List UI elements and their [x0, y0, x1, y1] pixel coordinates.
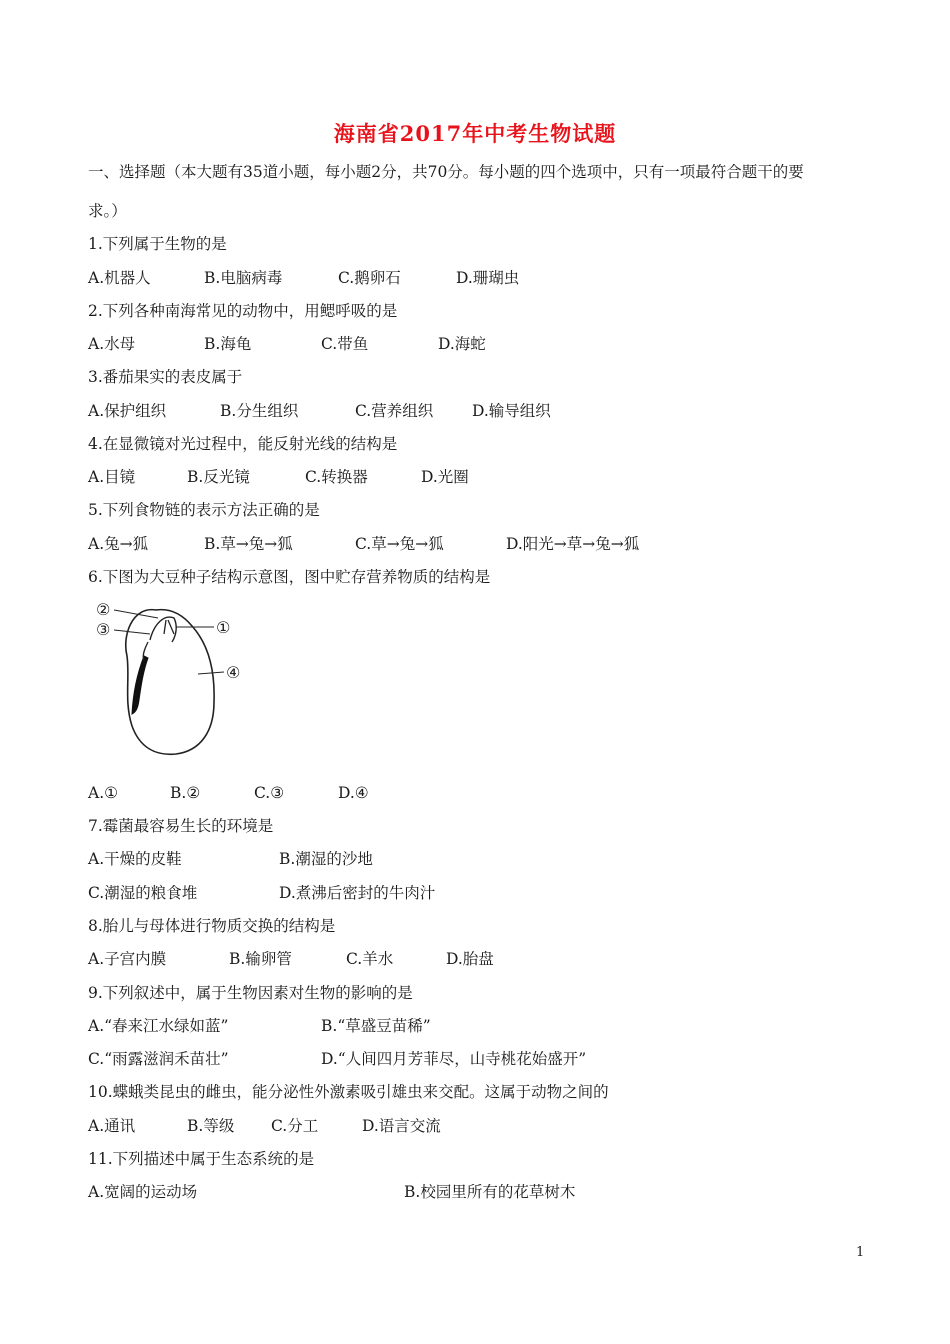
option-c: C.草→兔→狐	[355, 535, 444, 553]
figure-label-4: ④	[226, 663, 241, 682]
option-b: B.输卵管	[229, 950, 292, 968]
option-a: A.兔→狐	[88, 535, 149, 553]
option-c: C.③	[254, 784, 285, 802]
option-c: C.鹅卵石	[338, 269, 401, 287]
option-c: C.羊水	[346, 950, 394, 968]
option-a: A.水母	[88, 335, 136, 353]
option-c: C.潮湿的粮食堆	[88, 884, 198, 902]
option-c: C.转换器	[305, 468, 368, 486]
question-stem: 7.霉菌最容易生长的环境是	[88, 817, 274, 835]
option-b: B.②	[170, 784, 201, 802]
figure-label-3: ③	[96, 620, 111, 639]
option-a: A.机器人	[88, 269, 151, 287]
option-b: B.分生组织	[220, 402, 299, 420]
option-b: B.“草盛豆苗稀”	[321, 1017, 431, 1035]
question-stem: 1.下列属于生物的是	[88, 235, 227, 253]
question-stem: 5.下列食物链的表示方法正确的是	[88, 501, 320, 519]
option-b: B.反光镜	[187, 468, 250, 486]
question-stem: 4.在显微镜对光过程中，能反射光线的结构是	[88, 435, 398, 453]
option-d: D.④	[338, 784, 369, 802]
question-stem: 11.下列描述中属于生态系统的是	[88, 1150, 315, 1168]
section-intro: 一、选择题（本大题有35道小题，每小题2分，共70分。每小题的四个选项中，只有一项最符合题干的要	[88, 163, 804, 181]
option-d: D.胎盘	[446, 950, 494, 968]
option-d: D.阳光→草→兔→狐	[506, 535, 640, 553]
option-c: C.“雨露滋润禾苗壮”	[88, 1050, 229, 1068]
page-number: 1	[856, 1245, 865, 1260]
option-a: A.干燥的皮鞋	[88, 850, 182, 868]
section-intro-cont: 求。）	[88, 202, 127, 220]
question-stem: 6.下图为大豆种子结构示意图，图中贮存营养物质的结构是	[88, 568, 491, 586]
page-title: 海南省2017年中考生物试题	[333, 121, 617, 146]
option-c: C.带鱼	[321, 335, 369, 353]
option-b: B.草→兔→狐	[204, 535, 293, 553]
option-b: B.等级	[187, 1117, 235, 1135]
option-b: B.校园里所有的花草树木	[404, 1183, 576, 1201]
option-a: A.子宫内膜	[88, 950, 167, 968]
option-b: B.电脑病毒	[204, 269, 283, 287]
option-a: A.保护组织	[88, 402, 167, 420]
option-b: B.海龟	[204, 335, 252, 353]
option-a: A.①	[88, 784, 119, 802]
figure-label-1: ①	[216, 618, 231, 637]
option-a: A.通讯	[88, 1117, 136, 1135]
figure-label-2: ②	[96, 600, 111, 619]
question-stem: 10.蝶蛾类昆虫的雌虫，能分泌性外激素吸引雄虫来交配。这属于动物之间的	[88, 1083, 609, 1101]
question-stem: 3.番茄果实的表皮属于	[88, 368, 243, 386]
question-stem: 9.下列叙述中，属于生物因素对生物的影响的是	[88, 984, 413, 1002]
question-stem: 2.下列各种南海常见的动物中，用鳃呼吸的是	[88, 302, 398, 320]
option-d: D.语言交流	[362, 1117, 441, 1135]
option-a: A.宽阔的运动场	[88, 1183, 198, 1201]
option-d: D.“人间四月芳菲尽，山寺桃花始盛开”	[321, 1050, 587, 1068]
option-d: D.光圈	[421, 468, 469, 486]
option-b: B.潮湿的沙地	[279, 850, 373, 868]
option-a: A.目镜	[88, 468, 136, 486]
option-c: C.营养组织	[355, 402, 434, 420]
option-d: D.珊瑚虫	[456, 269, 520, 287]
option-d: D.海蛇	[438, 335, 486, 353]
option-c: C.分工	[271, 1117, 319, 1135]
option-d: D.煮沸后密封的牛肉汁	[279, 884, 436, 902]
option-a: A.“春来江水绿如蓝”	[88, 1017, 229, 1035]
question-stem: 8.胎儿与母体进行物质交换的结构是	[88, 917, 336, 935]
soybean-seed-diagram	[92, 596, 252, 762]
option-d: D.输导组织	[472, 402, 551, 420]
